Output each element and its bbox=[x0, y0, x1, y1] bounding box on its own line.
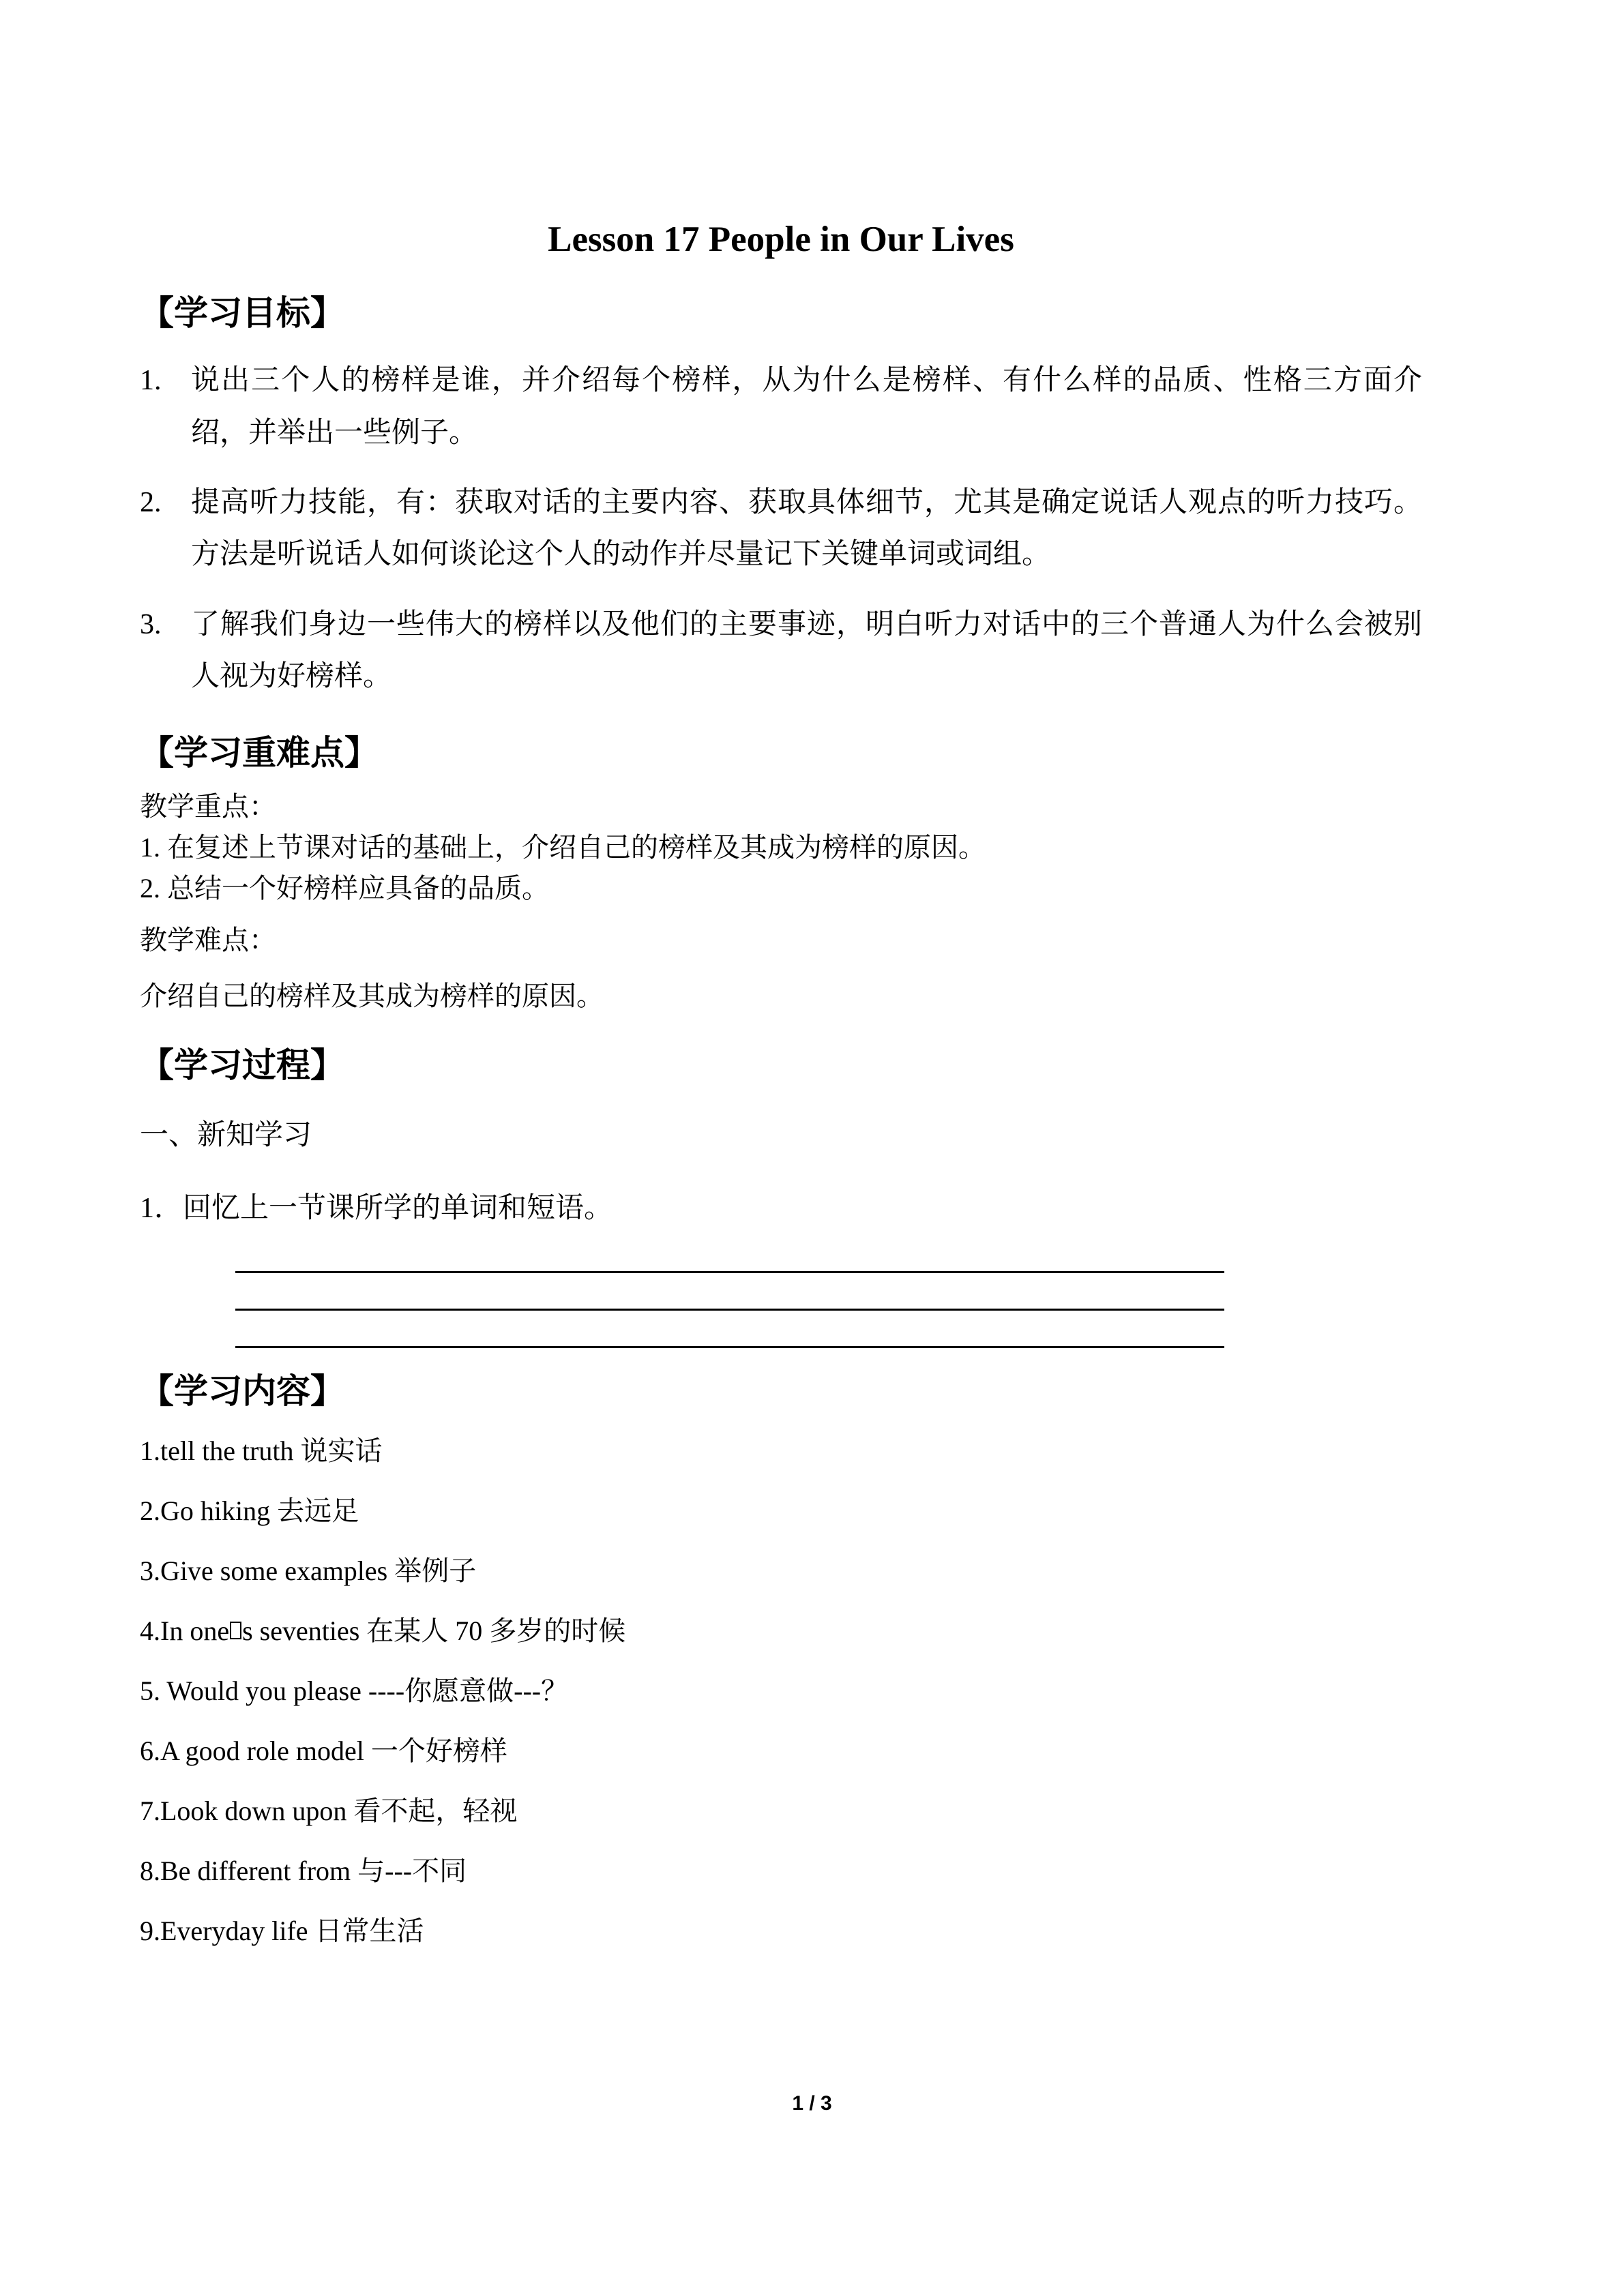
vocabulary-chinese: 一个好榜样 bbox=[370, 1735, 507, 1767]
vocabulary-chinese: 与---不同 bbox=[357, 1855, 467, 1887]
vocabulary-english: Be different from bbox=[160, 1855, 351, 1887]
vocabulary-index: 7. bbox=[140, 1795, 160, 1827]
key-points-block bbox=[140, 786, 1422, 961]
vocabulary-index: 1. bbox=[140, 1435, 160, 1467]
vocabulary-list bbox=[140, 1433, 1422, 1950]
teaching-difficulty-text: 介绍自己的榜样及其成为榜样的原因。 bbox=[140, 981, 604, 1012]
teaching-difficulty-label: 教学难点： bbox=[140, 925, 276, 956]
vocabulary-item bbox=[140, 1673, 1422, 1710]
vocabulary-index: 6. bbox=[140, 1735, 160, 1767]
vocabulary-chinese: 举例子 bbox=[394, 1555, 477, 1587]
vocabulary-index: 4. bbox=[140, 1615, 160, 1647]
vocabulary-english-after: s seventies bbox=[242, 1615, 360, 1647]
vocabulary-chinese: 看不起，轻视 bbox=[353, 1795, 518, 1827]
answer-blank-line[interactable] bbox=[235, 1346, 1224, 1348]
objective-number: 3. bbox=[140, 608, 162, 640]
vocabulary-index: 2. bbox=[140, 1495, 160, 1527]
vocabulary-chinese: 日常生活 bbox=[314, 1915, 424, 1947]
vocabulary-item bbox=[140, 1493, 1422, 1530]
vocabulary-english: A good role model bbox=[160, 1735, 364, 1767]
vocabulary-item bbox=[140, 1433, 1422, 1470]
teaching-focus-label: 教学重点： bbox=[140, 791, 276, 822]
vocabulary-english: Look down upon bbox=[160, 1795, 347, 1827]
answer-blank-lines bbox=[140, 1271, 1422, 1348]
vocabulary-index: 5. bbox=[140, 1675, 160, 1707]
process-item-1: 1．回忆上一节课所学的单词和短语。 bbox=[140, 1192, 613, 1224]
page-content bbox=[140, 0, 1422, 1950]
vocabulary-chinese: 你愿意做---？ bbox=[404, 1675, 569, 1707]
vocabulary-english-before: In one bbox=[160, 1615, 230, 1647]
missing-glyph-icon bbox=[230, 1622, 241, 1639]
answer-blank-line[interactable] bbox=[235, 1309, 1224, 1311]
vocabulary-item bbox=[140, 1553, 1422, 1590]
vocabulary-index: 9. bbox=[140, 1915, 160, 1947]
vocabulary-english: Everyday life bbox=[160, 1915, 308, 1947]
vocabulary-english: Go hiking bbox=[160, 1495, 271, 1527]
process-subsection-title: 一、新知学习 bbox=[140, 1119, 312, 1151]
vocabulary-chinese: 在某人 70 多岁的时候 bbox=[366, 1615, 626, 1647]
page-number-footer: 1 / 3 bbox=[792, 2092, 832, 2115]
vocabulary-item bbox=[140, 1733, 1422, 1770]
vocabulary-english: Give some examples bbox=[160, 1555, 388, 1587]
vocabulary-item bbox=[140, 1853, 1422, 1890]
teaching-focus-item: 2. 总结一个好榜样应具备的品质。 bbox=[140, 873, 549, 904]
objective-item bbox=[140, 355, 1422, 459]
objective-item bbox=[140, 599, 1422, 703]
objective-text: 说出三个人的榜样是谁，并介绍每个榜样，从为什么是榜样、有什么样的品质、性格三方面介绍，并举出一些例子。 bbox=[191, 365, 1422, 449]
vocabulary-english: Would you please ---- bbox=[160, 1675, 405, 1707]
section-heading-process: 【学习过程】 bbox=[140, 1046, 344, 1085]
vocabulary-index: 3. bbox=[140, 1555, 160, 1587]
section-heading-objectives: 【学习目标】 bbox=[140, 293, 344, 332]
teaching-focus-item: 1. 在复述上节课对话的基础上，介绍自己的榜样及其成为榜样的原因。 bbox=[140, 832, 986, 863]
objective-number: 2. bbox=[140, 486, 162, 518]
section-heading-contents: 【学习内容】 bbox=[140, 1371, 344, 1410]
objectives-list bbox=[140, 355, 1422, 703]
page-title: Lesson 17 People in Our Lives bbox=[548, 220, 1014, 259]
objective-text: 了解我们身边一些伟大的榜样以及他们的主要事迹，明白听力对话中的三个普通人为什么会被别人视为好榜样。 bbox=[191, 608, 1422, 693]
objective-text: 提高听力技能，有：获取对话的主要内容、获取具体细节，尤其是确定说话人观点的听力技巧。方法是听说话人如何谈论这个人的动作并尽量记下关键单词或词组。 bbox=[191, 486, 1422, 571]
vocabulary-item bbox=[140, 1613, 1422, 1650]
answer-blank-line[interactable] bbox=[235, 1271, 1224, 1273]
section-heading-key-points: 【学习重难点】 bbox=[140, 733, 379, 772]
objective-item bbox=[140, 477, 1422, 581]
vocabulary-index: 8. bbox=[140, 1855, 160, 1887]
vocabulary-chinese: 说实话 bbox=[300, 1435, 383, 1467]
vocabulary-item bbox=[140, 1913, 1422, 1950]
vocabulary-english: tell the truth bbox=[160, 1435, 294, 1467]
objective-number: 1. bbox=[140, 365, 162, 397]
vocabulary-chinese: 去远足 bbox=[277, 1495, 359, 1527]
vocabulary-item bbox=[140, 1793, 1422, 1830]
